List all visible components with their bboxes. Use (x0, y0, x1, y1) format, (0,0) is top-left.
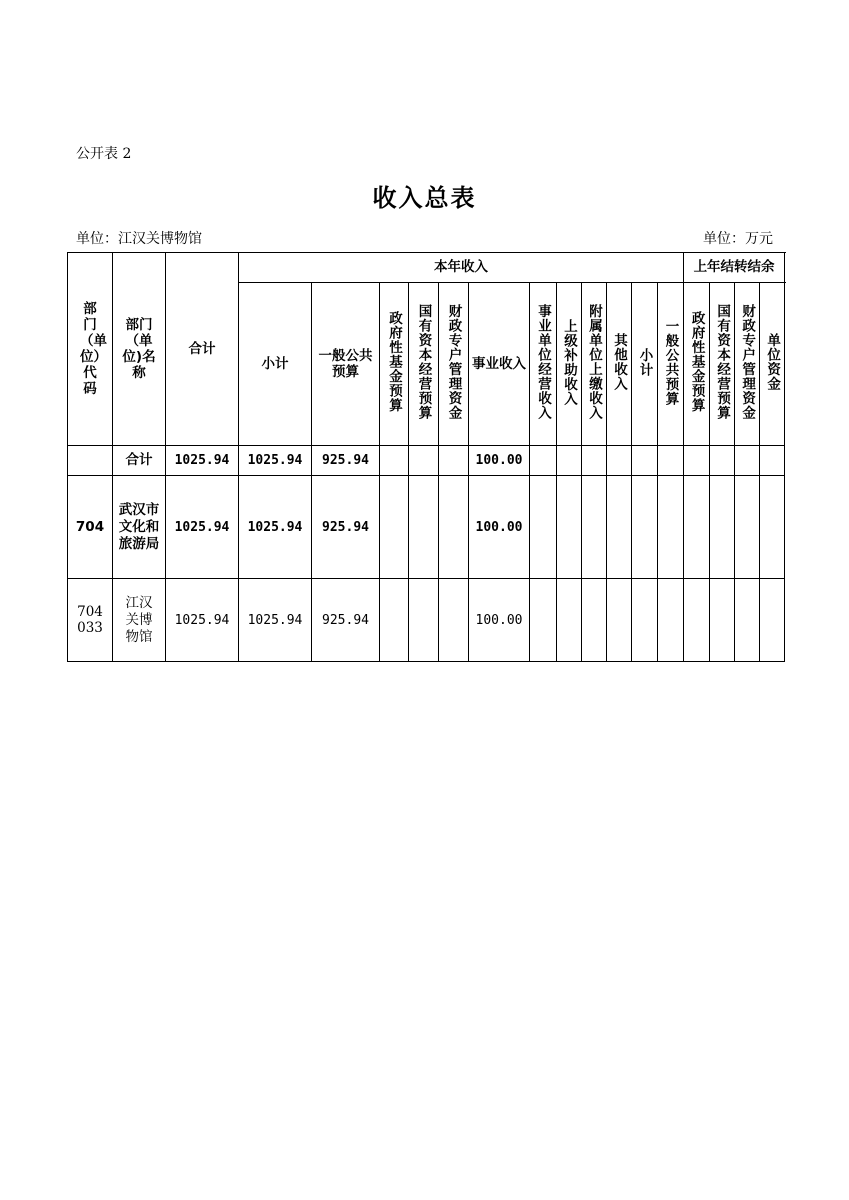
cell-general-budget: 925.94 (312, 446, 380, 476)
cell-code (68, 446, 113, 476)
cell-empty (607, 579, 632, 662)
cell-subtotal: 1025.94 (239, 476, 312, 579)
cell-empty (632, 579, 658, 662)
table-row-dept (68, 476, 785, 579)
col-fiscal-special: 财政专户管理资金 (439, 283, 469, 446)
col-operating-income: 事业单位经营收入 (530, 283, 557, 446)
cell-empty (607, 476, 632, 579)
cell-empty (409, 446, 439, 476)
cell-subtotal: 1025.94 (239, 579, 312, 662)
cell-empty (409, 579, 439, 662)
cell-name: 合计 (113, 446, 166, 476)
cell-empty (557, 446, 582, 476)
cell-code: 704033 (68, 579, 113, 662)
cell-empty (530, 476, 557, 579)
col-co-general-budget: 一般公共预算 (658, 283, 684, 446)
cell-business-income: 100.00 (469, 476, 530, 579)
cell-empty (710, 476, 735, 579)
currency-unit: 单位：万元 (703, 231, 773, 247)
col-co-fiscal-special: 财政专户管理资金 (735, 283, 760, 446)
cell-empty (380, 446, 409, 476)
cell-total: 1025.94 (166, 476, 239, 579)
cell-empty (439, 446, 469, 476)
cell-general-budget: 925.94 (312, 476, 380, 579)
cell-empty (530, 446, 557, 476)
group-carryover: 上年结转结余 (684, 253, 785, 283)
col-dept-name: 部门（单位)名称 (113, 253, 166, 446)
cell-total: 1025.94 (166, 446, 239, 476)
col-dept-code: 部门（单位）代码 (68, 253, 113, 446)
cell-empty (380, 476, 409, 579)
cell-empty (710, 579, 735, 662)
cell-empty (735, 579, 760, 662)
cell-empty (760, 579, 785, 662)
cell-empty (632, 446, 658, 476)
table-row-total (68, 446, 785, 476)
cell-empty (658, 476, 684, 579)
cell-empty (582, 476, 607, 579)
cell-empty (439, 579, 469, 662)
col-co-state-capital: 国有资本经营预算 (710, 283, 735, 446)
cell-empty (557, 476, 582, 579)
form-number: 公开表 2 (76, 146, 132, 162)
cell-empty (735, 476, 760, 579)
cell-code: 704 (68, 476, 113, 579)
cell-total: 1025.94 (166, 579, 239, 662)
cell-empty (607, 446, 632, 476)
cell-name: 江汉关博物馆 (113, 579, 166, 662)
col-general-budget: 一般公共预算 (312, 283, 380, 446)
col-other-income: 其他收入 (607, 283, 632, 446)
cell-empty (684, 446, 710, 476)
col-subtotal: 小计 (239, 283, 312, 446)
col-co-subtotal: 小计 (632, 283, 658, 446)
col-affiliate-payment: 附属单位上缴收入 (582, 283, 607, 446)
page-title: 收入总表 (372, 184, 477, 212)
col-business-income: 事业收入 (469, 283, 530, 446)
col-superior-subsidy: 上级补助收入 (557, 283, 582, 446)
cell-empty (658, 579, 684, 662)
cell-empty (380, 579, 409, 662)
cell-general-budget: 925.94 (312, 579, 380, 662)
header-row-1 (68, 253, 785, 283)
unit-name: 单位：江汉关博物馆 (76, 231, 202, 247)
cell-empty (439, 476, 469, 579)
cell-empty (557, 579, 582, 662)
cell-empty (735, 446, 760, 476)
cell-empty (530, 579, 557, 662)
col-state-capital: 国有资本经营预算 (409, 283, 439, 446)
cell-subtotal: 1025.94 (239, 446, 312, 476)
cell-empty (658, 446, 684, 476)
col-total: 合计 (166, 253, 239, 446)
cell-empty (582, 446, 607, 476)
income-summary-table (67, 252, 785, 662)
cell-empty (684, 579, 710, 662)
col-co-gov-fund: 政府性基金预算 (684, 283, 710, 446)
cell-empty (760, 476, 785, 579)
col-co-unit-funds: 单位资金 (760, 283, 785, 446)
cell-empty (582, 579, 607, 662)
table-row-unit (68, 579, 785, 662)
cell-business-income: 100.00 (469, 446, 530, 476)
group-current-year-income: 本年收入 (239, 253, 684, 283)
cell-empty (409, 476, 439, 579)
cell-business-income: 100.00 (469, 579, 530, 662)
cell-empty (632, 476, 658, 579)
col-gov-fund: 政府性基金预算 (380, 283, 409, 446)
cell-empty (710, 446, 735, 476)
cell-name: 武汉市文化和旅游局 (113, 476, 166, 579)
cell-empty (684, 476, 710, 579)
cell-empty (760, 446, 785, 476)
